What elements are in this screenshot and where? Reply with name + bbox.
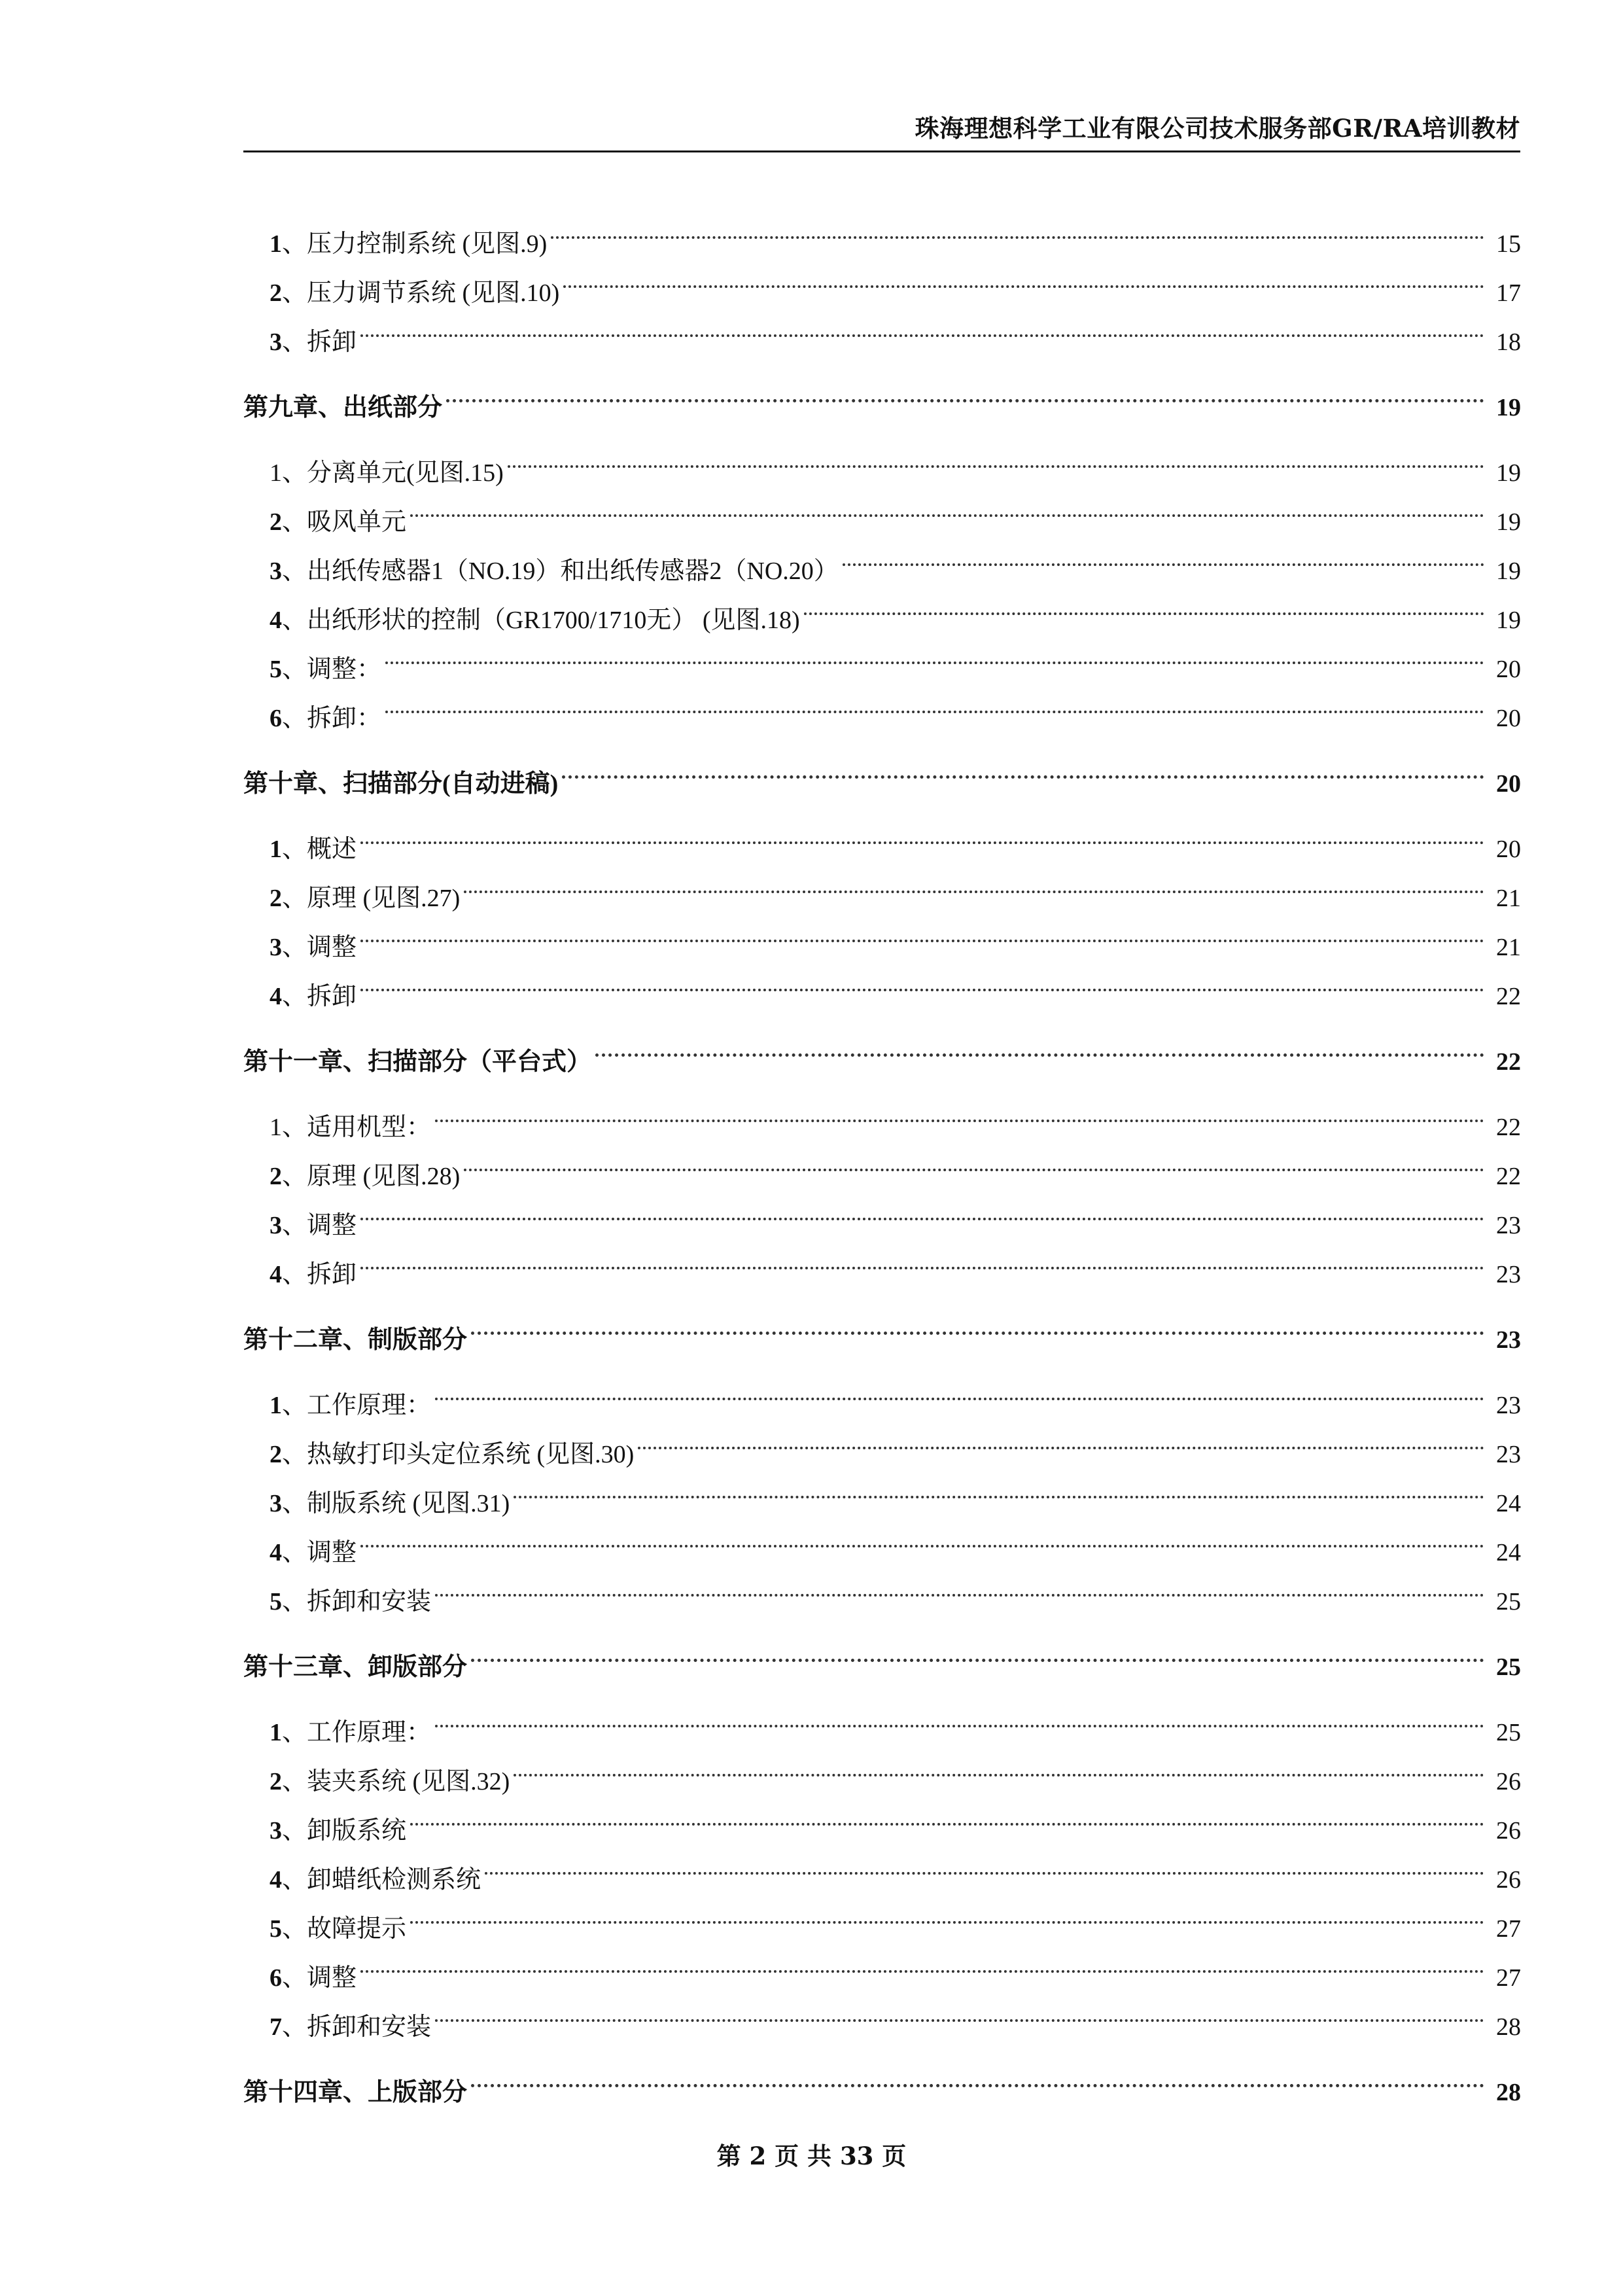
toc-page-number: 22 [1496, 1163, 1521, 1190]
toc-dot-leader [464, 857, 1484, 906]
toc-dot-leader [471, 1299, 1484, 1348]
toc-page-number: 26 [1496, 1817, 1521, 1845]
toc-page-number: 28 [1496, 2013, 1521, 2041]
toc-entry-number: 4 [270, 607, 282, 634]
toc-dot-leader [385, 677, 1484, 726]
toc-section-entry[interactable] [243, 1561, 1521, 1616]
toc-section-entry[interactable] [243, 1691, 1521, 1746]
toc-dot-leader [514, 1462, 1484, 1511]
toc-page-number: 26 [1496, 1768, 1521, 1795]
toc-section-entry[interactable] [243, 530, 1521, 585]
toc-entry-label [270, 645, 381, 694]
toc-entry-label [270, 825, 357, 874]
toc-entry-text: 、压力控制系统 (见图.9) [282, 230, 548, 258]
toc-entry-label [270, 1528, 357, 1578]
toc-section-entry[interactable] [243, 677, 1521, 732]
toc-dot-leader [360, 1937, 1484, 1986]
toc-entry-label [270, 1381, 431, 1430]
toc-entry-label [243, 1316, 467, 1365]
toc-entry-number: 2 [270, 1163, 282, 1190]
toc-entry-text: 、卸蜡纸检测系统 [282, 1866, 481, 1894]
toc-section-entry[interactable] [243, 628, 1521, 683]
toc-dot-leader [508, 432, 1484, 481]
toc-section-entry[interactable] [243, 955, 1521, 1010]
toc-page-number: 25 [1496, 1653, 1521, 1681]
toc-entry-label [270, 547, 839, 596]
toc-page-number: 20 [1496, 770, 1521, 798]
toc-entry-text: 、工作原理： [282, 1719, 432, 1746]
toc-entry-number: 3 [270, 557, 282, 585]
toc-entry-number: 1 [270, 836, 282, 863]
toc-chapter-entry[interactable] [243, 1299, 1521, 1354]
toc-dot-leader [804, 579, 1484, 628]
toc-chapter-entry[interactable] [243, 1626, 1521, 1681]
toc-entry-label [243, 2068, 467, 2117]
toc-entry-number: 3 [270, 934, 282, 961]
toc-dot-leader [563, 252, 1484, 301]
toc-entry-label [243, 1643, 467, 1692]
toc-section-entry[interactable] [243, 1740, 1521, 1795]
toc-page-number: 17 [1496, 279, 1521, 307]
toc-entry-label [270, 1578, 431, 1627]
toc-page-number: 19 [1496, 508, 1521, 536]
toc-entry-number: 5 [270, 1588, 282, 1616]
toc-page-number: 22 [1496, 983, 1521, 1010]
toc-entry-text: 、调整 [282, 1539, 357, 1566]
toc-page-number: 22 [1496, 1114, 1521, 1141]
toc-page-number: 25 [1496, 1588, 1521, 1616]
toc-chapter-entry[interactable] [243, 366, 1521, 421]
toc-entry-text: 、吸风单元 [282, 508, 407, 536]
toc-entry-label [243, 760, 558, 809]
toc-entry-label [270, 1201, 357, 1250]
toc-dot-leader [410, 1790, 1484, 1839]
toc-chapter-entry[interactable] [243, 2051, 1521, 2106]
toc-entry-text: 、装夹系统 (见图.32) [282, 1768, 510, 1795]
toc-dot-leader [360, 301, 1484, 350]
toc-page-number: 26 [1496, 1866, 1521, 1894]
toc-chapter-entry[interactable] [243, 1021, 1521, 1076]
toc-entry-text: 、拆卸： [282, 705, 382, 732]
toc-entry-label [270, 1807, 406, 1856]
toc-page-number: 24 [1496, 1490, 1521, 1517]
toc-dot-leader [551, 203, 1484, 252]
toc-dot-leader [471, 2051, 1484, 2100]
toc-entry-number: 1 [270, 1114, 282, 1141]
toc-section-entry[interactable] [243, 1839, 1521, 1894]
toc-entry-label [270, 1708, 431, 1757]
toc-entry-number: 3 [270, 1212, 282, 1239]
toc-page-number: 24 [1496, 1539, 1521, 1566]
toc-entry-label [270, 2003, 431, 2052]
page-header [243, 113, 1520, 152]
toc-dot-leader [360, 955, 1484, 1004]
toc-entry-number: 3 [270, 1817, 282, 1845]
toc-entry-text: 第十三章、卸版部分 [243, 1653, 468, 1681]
toc-entry-number: 4 [270, 983, 282, 1010]
toc-entry-label [270, 1954, 357, 2003]
toc-page-number: 28 [1496, 2079, 1521, 2106]
toc-dot-leader [435, 1691, 1484, 1740]
toc-entry-text: 第十二章、制版部分 [243, 1326, 468, 1354]
toc-dot-leader [360, 808, 1484, 857]
toc-dot-leader [360, 1184, 1484, 1233]
toc-dot-leader [464, 1135, 1484, 1184]
toc-page-number: 15 [1496, 230, 1521, 258]
toc-entry-text: 、原理 (见图.28) [282, 1163, 461, 1190]
toc-dot-leader [562, 743, 1484, 792]
toc-page-number: 23 [1496, 1441, 1521, 1468]
toc-dot-leader [385, 628, 1484, 677]
toc-page-number: 27 [1496, 1964, 1521, 1992]
toc-page-number: 27 [1496, 1915, 1521, 1943]
toc-dot-leader [843, 530, 1484, 579]
toc-page-number: 19 [1496, 607, 1521, 634]
toc-entry-label [270, 694, 381, 743]
toc-dot-leader [360, 1233, 1484, 1282]
toc-section-entry[interactable] [243, 1135, 1521, 1190]
toc-section-entry[interactable] [243, 808, 1521, 863]
toc-section-entry[interactable] [243, 857, 1521, 912]
toc-page-number: 23 [1496, 1326, 1521, 1354]
toc-entry-text: 第十一章、扫描部分（平台式） [243, 1048, 592, 1076]
toc-entry-text: 、卸版系统 [282, 1817, 407, 1845]
toc-section-entry[interactable] [243, 301, 1521, 356]
toc-entry-text: 、热敏打印头定位系统 (见图.30) [282, 1441, 635, 1468]
toc-page-number: 18 [1496, 328, 1521, 356]
toc-entry-text: 、适用机型： [282, 1114, 432, 1141]
toc-section-entry[interactable] [243, 481, 1521, 536]
toc-entry-text: 、调整 [282, 934, 357, 961]
toc-entry-number: 1 [270, 459, 282, 487]
toc-entry-label [270, 220, 547, 269]
toc-dot-leader [435, 1986, 1484, 2035]
toc-entry-number: 5 [270, 656, 282, 683]
toc-dot-leader [360, 1511, 1484, 1561]
toc-entry-text: 第十章、扫描部分(自动进稿) [243, 770, 559, 798]
toc-entry-text: 、分离单元(见图.15) [282, 459, 504, 487]
toc-entry-text: 、工作原理： [282, 1392, 432, 1419]
toc-dot-leader [446, 366, 1484, 415]
toc-entry-label [270, 498, 406, 547]
toc-entry-number: 7 [270, 2013, 282, 2041]
toc-section-entry[interactable] [243, 432, 1521, 487]
toc-page-number: 21 [1496, 934, 1521, 961]
toc-entry-label [270, 1250, 357, 1299]
toc-section-entry[interactable] [243, 1986, 1521, 2041]
toc-entry-number: 2 [270, 885, 282, 912]
toc-page-number: 23 [1496, 1392, 1521, 1419]
toc-page-number: 23 [1496, 1212, 1521, 1239]
toc-section-entry[interactable] [243, 1413, 1521, 1468]
toc-entry-number: 3 [270, 1490, 282, 1517]
toc-dot-leader [638, 1413, 1484, 1462]
toc-entry-number: 6 [270, 1964, 282, 1992]
toc-page-number: 19 [1496, 394, 1521, 421]
toc-section-entry[interactable] [243, 203, 1521, 258]
toc-page-number: 20 [1496, 836, 1521, 863]
toc-chapter-entry[interactable] [243, 743, 1521, 798]
toc-entry-number: 1 [270, 1392, 282, 1419]
toc-section-entry[interactable] [243, 1184, 1521, 1239]
toc-entry-text: 、拆卸和安装 [282, 1588, 432, 1616]
toc-dot-leader [595, 1021, 1484, 1070]
toc-entry-number: 6 [270, 705, 282, 732]
toc-entry-number: 1 [270, 230, 282, 258]
toc-entry-text: 、拆卸和安装 [282, 2013, 432, 2041]
toc-dot-leader [435, 1364, 1484, 1413]
toc-section-entry[interactable] [243, 906, 1521, 961]
toc-page-number: 19 [1496, 557, 1521, 585]
toc-section-entry[interactable] [243, 1888, 1521, 1943]
page-footer: 第 2 页 共 33 页 [716, 2142, 907, 2170]
toc-entry-label [270, 923, 357, 972]
toc-entry-number: 1 [270, 1719, 282, 1746]
toc-entry-label [243, 383, 442, 433]
toc-entry-text: 、调整： [282, 656, 382, 683]
toc-entry-text: 、压力调节系统 (见图.10) [282, 279, 560, 307]
toc-entry-text: 、出纸传感器1（NO.19）和出纸传感器2（NO.20） [282, 557, 839, 585]
toc-section-entry[interactable] [243, 1364, 1521, 1419]
toc-entry-number: 4 [270, 1539, 282, 1566]
toc-entry-text: 、制版系统 (见图.31) [282, 1490, 510, 1517]
toc-entry-text: 、调整 [282, 1964, 357, 1992]
toc-entry-number: 5 [270, 1915, 282, 1943]
toc-entry-text: 、拆卸 [282, 1261, 357, 1288]
toc-section-entry[interactable] [243, 1511, 1521, 1566]
toc-dot-leader [435, 1561, 1484, 1610]
toc-page-number: 19 [1496, 459, 1521, 487]
toc-entry-number: 3 [270, 328, 282, 356]
toc-entry-number: 2 [270, 1768, 282, 1795]
table-of-contents [243, 203, 1521, 2117]
toc-entry-text: 第九章、出纸部分 [243, 394, 443, 421]
toc-page-number: 22 [1496, 1048, 1521, 1076]
toc-page-number: 20 [1496, 705, 1521, 732]
toc-dot-leader [410, 481, 1484, 530]
toc-entry-text: 、调整 [282, 1212, 357, 1239]
toc-dot-leader [435, 1086, 1484, 1135]
toc-entry-number: 2 [270, 508, 282, 536]
toc-entry-text: 、故障提示 [282, 1915, 407, 1943]
toc-section-entry[interactable] [243, 1086, 1521, 1141]
toc-entry-label [270, 1103, 431, 1152]
toc-dot-leader [471, 1626, 1484, 1675]
toc-dot-leader [410, 1888, 1484, 1937]
toc-page-number: 20 [1496, 656, 1521, 683]
toc-dot-leader [485, 1839, 1484, 1888]
toc-entry-text: 、原理 (见图.27) [282, 885, 461, 912]
toc-entry-number: 2 [270, 1441, 282, 1468]
toc-section-entry[interactable] [243, 1790, 1521, 1845]
toc-entry-number: 2 [270, 279, 282, 307]
toc-entry-text: 、拆卸 [282, 983, 357, 1010]
toc-page-number: 21 [1496, 885, 1521, 912]
toc-entry-text: 、出纸形状的控制（GR1700/1710无） (见图.18) [282, 607, 800, 634]
toc-entry-label [243, 1038, 591, 1087]
toc-entry-text: 、概述 [282, 836, 357, 863]
toc-section-entry[interactable] [243, 1233, 1521, 1288]
toc-entry-label [270, 972, 357, 1021]
toc-entry-label [270, 318, 357, 367]
header-title: 珠海理想科学工业有限公司技术服务部GR/RA培训教材 [915, 114, 1520, 143]
toc-page-number: 23 [1496, 1261, 1521, 1288]
toc-dot-leader [514, 1740, 1484, 1790]
toc-dot-leader [360, 906, 1484, 955]
toc-entry-text: 、拆卸 [282, 328, 357, 356]
toc-entry-number: 4 [270, 1866, 282, 1894]
toc-section-entry[interactable] [243, 1937, 1521, 1992]
toc-entry-text: 第十四章、上版部分 [243, 2079, 468, 2106]
toc-page-number: 25 [1496, 1719, 1521, 1746]
toc-entry-number: 4 [270, 1261, 282, 1288]
